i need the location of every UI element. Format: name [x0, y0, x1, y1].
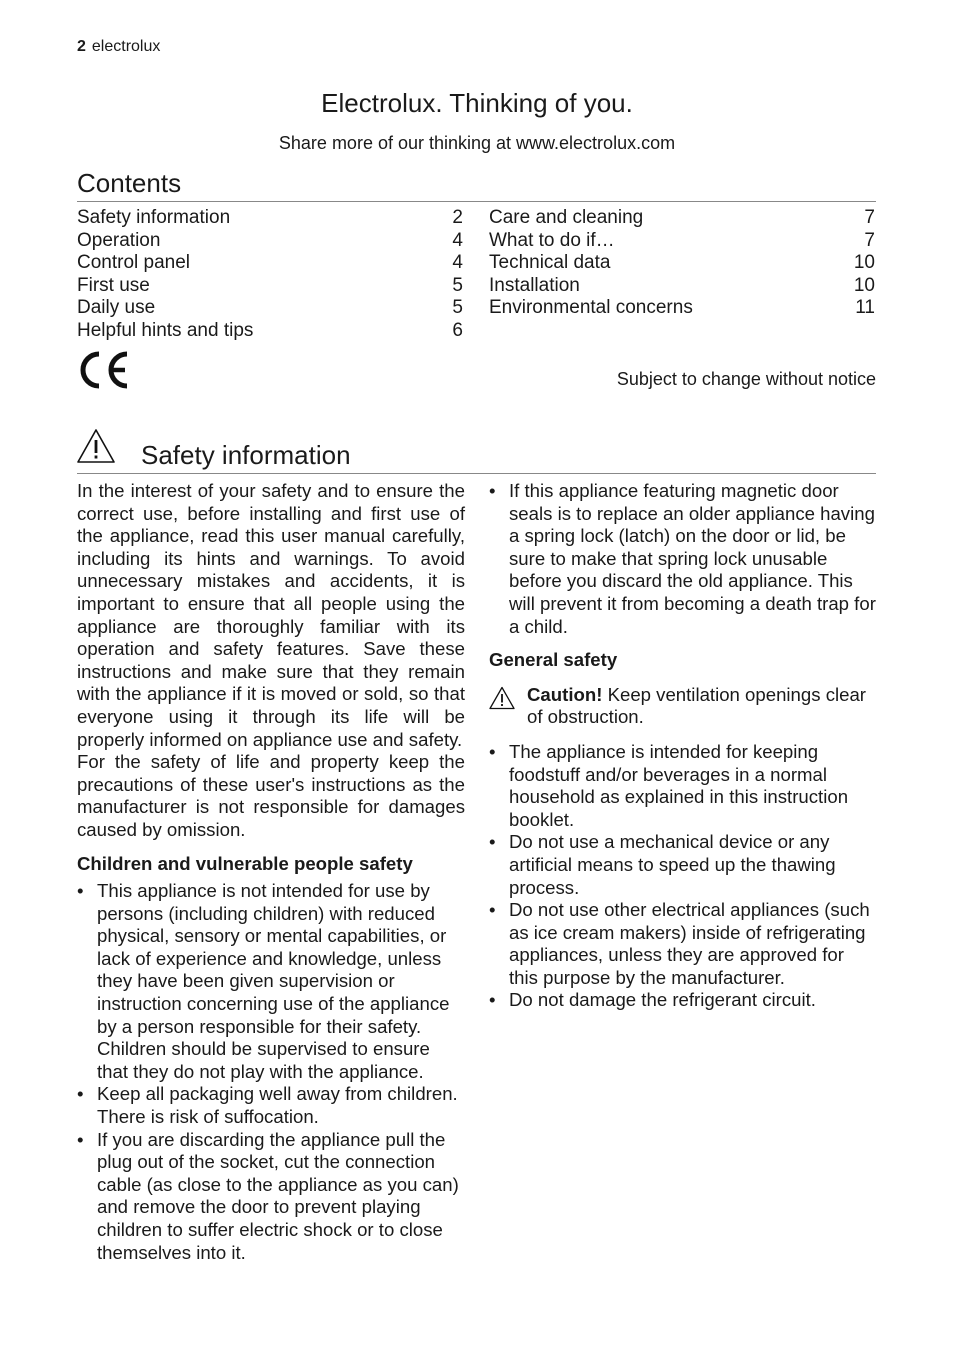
children-safety-heading: Children and vulnerable people safety [77, 852, 413, 874]
toc-label: Care and cleaning [489, 207, 644, 228]
contents-title: Contents [77, 168, 182, 198]
toc-page: 6 [452, 319, 463, 341]
toc-entry[interactable] [77, 207, 463, 230]
toc-entry[interactable] [77, 275, 463, 298]
toc-page: 4 [452, 229, 463, 251]
toc-page: 5 [452, 297, 463, 319]
toc-right-column [489, 207, 875, 320]
warning-triangle-icon [76, 428, 116, 464]
list-item: • The appliance is intended for keeping foodstuff and/or beverages in a normal household as explained in this instruction booklet. [489, 740, 849, 830]
general-safety-heading: General safety [489, 649, 618, 671]
warning-triangle-icon [489, 686, 515, 710]
toc-page: 10 [853, 274, 875, 296]
list-item: • Do not damage the refrigerant circuit. [489, 989, 816, 1011]
toc-label: Technical data [489, 252, 611, 274]
share-line: Share more of our thinking at www.electrolux.com [278, 133, 676, 153]
list-item: • This appliance is not intended for use by persons (including children) with reduced physical, sensory or mental capabilities, or lack of experience and knowledge, unless they have been given supervision or instruction concerning use of the appliance by a person responsible for their safety. Children should be supervised to ensure that they do not play with the appliance. [77, 880, 450, 1082]
toc-page: 5 [452, 274, 463, 296]
toc-label: Safety information [77, 207, 231, 228]
toc-label: Control panel [77, 252, 191, 274]
toc-entry[interactable] [489, 230, 875, 253]
section-rule [77, 473, 876, 474]
toc-label: Daily use [77, 297, 156, 319]
toc-entry[interactable] [489, 275, 875, 298]
toc-label: Installation [489, 274, 580, 296]
left-text-column [77, 480, 465, 1264]
list-item: • Do not use a mechanical device or any artificial means to speed up the thawing process. [489, 831, 836, 898]
toc-label: Environmental concerns [489, 297, 693, 319]
toc-page: 11 [855, 297, 875, 319]
toc-page: 7 [864, 229, 875, 251]
toc-left-column [77, 207, 463, 343]
list-item: • If this appliance featuring magnetic door seals is to replace an older appliance having a spring lock (latch) on the door or lid, be sure to make that spring lock unusable before you discard the old appliance. This will prevent it from becoming a death trap for a child. [489, 480, 876, 637]
tagline: Electrolux. Thinking of you. [321, 88, 633, 118]
toc-label: First use [77, 274, 150, 296]
page-header [77, 38, 160, 56]
list-item: • Keep all packaging well away from children. There is risk of suffocation. [77, 1083, 458, 1128]
caution-label: Caution! [527, 683, 603, 705]
caution-note [489, 684, 877, 729]
toc-page: 4 [452, 252, 463, 274]
section-title: Safety information [141, 440, 351, 470]
contents-rule [77, 201, 876, 202]
subject-to-change-note: Subject to change without notice [616, 369, 876, 389]
toc-page: 7 [864, 207, 875, 228]
toc-entry[interactable] [77, 297, 463, 320]
toc-label: Operation [77, 229, 161, 251]
toc-page: 2 [452, 207, 463, 228]
toc-entry[interactable] [77, 320, 463, 343]
toc-entry[interactable] [489, 252, 875, 275]
toc-entry[interactable] [489, 297, 875, 320]
list-item: • Do not use other electrical appliances (such as ice cream makers) inside of refrigerating appliances, unless they are approved for this purpose by the manufacturer. [489, 899, 870, 988]
toc-label: Helpful hints and tips [77, 319, 254, 341]
toc-entry[interactable] [489, 207, 875, 230]
ce-mark-icon [77, 350, 132, 390]
page-number: 2 [77, 38, 86, 55]
right-text-column [489, 480, 877, 1012]
toc-entry[interactable] [77, 230, 463, 253]
caution-text: Keep ventilation openings clear of obstruction. [527, 683, 866, 728]
list-item: • If you are discarding the appliance pull the plug out of the socket, cut the connection cable (as close to the appliance as you can) and remove the door to prevent playing children to suffer electric shock or to close themselves into it. [77, 1128, 459, 1263]
toc-label: What to do if… [489, 229, 615, 251]
intro-paragraph: For the safety of life and property keep the precautions of these user's instructions as the manufacturer is not responsible for damages caused by omission. [77, 751, 465, 840]
toc-entry[interactable] [77, 252, 463, 275]
toc-page: 10 [853, 252, 875, 274]
brand-name: electrolux [91, 38, 161, 55]
intro-paragraph: In the interest of your safety and to ensure the correct use, before installing and first use of the appliance, read this user manual carefully, including its hints and warnings. To avoid unnecessary mistakes and accidents, it is important to ensure that all people using the appliance are thoroughly familiar with its operation and safety features. Save these instructions and make sure that they remain with the appliance if it is moved or sold, so that everyone using it through its life will be properly informed on appliance use and safety. [77, 480, 465, 750]
